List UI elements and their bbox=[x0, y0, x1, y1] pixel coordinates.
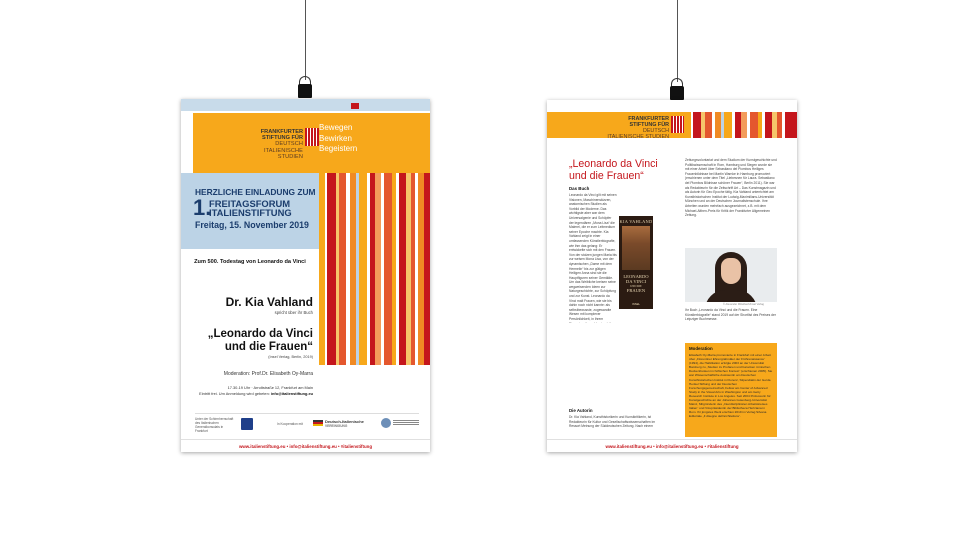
invitation-line1: HERZLICHE EINLADUNG ZUM bbox=[195, 187, 316, 197]
poster-claim bbox=[319, 123, 357, 155]
logo-line: ITALIENISCHE STUDIEN bbox=[263, 147, 303, 160]
flyer-title bbox=[569, 158, 658, 182]
speaker-name: Dr. Kia Vahland bbox=[225, 295, 313, 309]
poster-stripes bbox=[319, 173, 430, 365]
cover-author: KIA VAHLAND bbox=[619, 219, 653, 224]
author-bio: Dr. Kia Vahland, Kunsthistorikerin und Kunstkritikerin, ist Redakteurin für Kultur und Gesellschaftswissenschaften im Ressort Meinung der Süddeutschen Zeitung. Nach einem bbox=[569, 415, 656, 429]
flyer-stripes bbox=[685, 112, 797, 138]
cover-title-line: UND DIE bbox=[630, 284, 642, 288]
book-description: Leonardo da Vinci gilt mit seinen Visionen, Maschinenskizzen, anatomischen Studien als Vorbild der Moderne. Das wichtigste aber war dem Universalgenie und Schöpfer der legendären „Mona Lisa“ die Malerei, die er zum Leitmedium seiner Epoche machte. Kia Vahland zeigt in einer umfassenden Künstlerbiografie, wie ihm das gelang: Er entwickelte sich mit den Frauen. Von der stolzen jungen Maria bis zur weisen Mona Lisa, von der dynamischen „Dame mit dem Hermelin“ bis zur gütigen Heiligen Anna sind sie die Hauptfiguren seiner Gemälde. Um das Weibliche kreisen seine wegweisenden Ideen zur Naturgeschichte, zur Schöpfung und zur Kunst. Leonardo da Vinci malt Frauen, wie sie bis dahin noch nicht kannte: als selbstbewusste, zugewandte Wesen mit komplexer Persönlichkeit, in ihrem bbox=[569, 193, 617, 322]
logo-line: DEUTSCH bbox=[642, 128, 669, 134]
logo-line: ITALIENISCHE STUDIEN bbox=[607, 134, 669, 140]
logo-line: STIFTUNG FÜR bbox=[261, 135, 303, 142]
cover-painting bbox=[622, 226, 650, 270]
book-title-line: und die Frauen“ bbox=[224, 341, 313, 353]
logo-line: STIFTUNG FÜR bbox=[629, 122, 669, 128]
event-info bbox=[181, 385, 313, 397]
registration-text: Eintritt frei. Um Anmeldung wird gebeten: bbox=[199, 391, 270, 396]
foundation-logo bbox=[607, 116, 669, 140]
book-title-line: „Leonardo da Vinci bbox=[207, 328, 313, 340]
claim-line: Bewirken bbox=[319, 133, 352, 143]
poster-top-band bbox=[181, 99, 430, 111]
logo-line: FRANKFURTER bbox=[260, 129, 303, 135]
publisher: (Insel Verlag, Berlin, 2019) bbox=[268, 355, 313, 359]
poster-footer: www.italienstiftung.eu • info@italienstiftung.eu • #italienstiftung bbox=[181, 439, 430, 452]
photo-credit: © Alexander Mittelbach/Insel Verlag bbox=[723, 303, 764, 306]
forum-name-line: ITALIENSTIFTUNG bbox=[209, 207, 292, 219]
logo-stripes-icon bbox=[671, 116, 684, 133]
dh-flag-icon bbox=[313, 420, 323, 426]
author-bio-cont: Zeitungsvolontariat und dem Studium der Kunstgeschichte und Politikwissenschaft in Rom, Hamburg und Siegen wurde sie mit einer Arbeit über Sebastiano del Piombos Heiliges Frauenbildnisse bei Martin Warnke in Hamburg promoviert (erschienen unter dem Titel „Liebesnen für Laura. Sebastiano del Piombos Bildnisse schöner Frauen“, Berlin 2011). Sie war als Redakteurin für die Zeitschrift Art – Das Kunstmagazin und als Autorin für Geo Epoche tätig. Kia Vahland unterrichtet am Kunsthistorischen Institut der Ludwig-Maximilians-Universität München und an der Deutschen Journalistenschule. Ihre Arbeiten wurden mehrfach ausgezeichnet, z.B. mit dem Michael-Althen-Preis für Kritik der Frankfurter Allgemeinen Zeitung. bbox=[685, 158, 777, 218]
hanging-cord-right bbox=[677, 0, 678, 82]
cover-title-line: LEONARDO bbox=[623, 274, 649, 279]
book-title bbox=[181, 328, 313, 354]
claim-line: Begeistern bbox=[319, 144, 358, 153]
cooperation-text: In Kooperation mit bbox=[277, 422, 303, 426]
moderation-box bbox=[685, 343, 777, 437]
photo-caption: Ihr Buch „Leonardo da Vinci und die Frauen. Eine Künstlerbiografie“ stand 2019 auf der Shortlist des Preises der Leipziger Buchmesse. bbox=[685, 308, 776, 322]
flyer-title-line: „Leonardo da Vinci bbox=[569, 158, 658, 170]
logo-line: DEUTSCH bbox=[275, 141, 303, 148]
claim-line: Bewegen bbox=[319, 123, 353, 132]
event-flyer bbox=[547, 100, 797, 452]
flyer-title-line: und die Frauen“ bbox=[569, 170, 644, 182]
registration-email[interactable]: info@italienstiftung.eu bbox=[270, 391, 313, 396]
registration-note bbox=[181, 391, 313, 397]
book-description-cont bbox=[569, 326, 657, 406]
poster-red-accent bbox=[351, 103, 359, 109]
forum-number: 1. bbox=[193, 195, 212, 220]
poster-subtitle: Zum 500. Todestag von Leonardo da Vinci bbox=[194, 259, 306, 265]
logo-stripes-icon bbox=[305, 128, 319, 146]
eu-flag-icon bbox=[241, 418, 253, 430]
logo-line: FRANKFURTER bbox=[628, 116, 669, 122]
forum-name-line: FREITAGSFORUM bbox=[209, 198, 291, 209]
sponsor-strip bbox=[195, 413, 419, 433]
cover-title bbox=[619, 274, 653, 293]
flyer-footer: www.italienstiftung.eu • info@italienstiftung.eu • #italienstiftung bbox=[547, 439, 797, 452]
binder-clip-icon bbox=[668, 78, 686, 100]
foundation-logo bbox=[239, 129, 303, 160]
invitation-heading bbox=[193, 187, 319, 230]
partner-name: Deutsch-Italienische bbox=[325, 419, 364, 424]
moderation: Moderation: Prof.Dr. Elisabeth Oy-Marra bbox=[223, 371, 313, 377]
section-heading-author: Die Autorin bbox=[569, 408, 593, 413]
moderation-heading: Moderation bbox=[689, 346, 713, 351]
forum-name bbox=[209, 199, 292, 218]
moderation-text: Elisabeth Oy-Marra promovierte in Frankfurt mit einer Arbeit über „Florentiner Ehrengrabmäler der Frührenaissance“ (1994), die Habilitation erfolgte 2003 an der Universität Bamberg zu „Studien zu Profanen und barocken römischen Deckenfresken im höfischen Kontext“ (erschienen 2005). Sie war Wissenschaftliche Assistentin am Deutschen Kunsthistorischen Institut in Florenz, Stipendiatin der Gerda Henkel Stiftung und der Deutschen Forschungsgemeinschaft, Fellow am Center of Advanced Study in the Visual Arts in Washington und am Getty Research Institute in Los Angeles. Seit 2004 Professorin für Kunstgeschichte an der Johannes Gutenberg-Universität Mainz, Mitgründerin des „Interdisziplinären Arbeitskreises Italien“ und Vizepräsidentin der Bibliotheca Hertziana in Rom. Ihr jüngstes Werk erschien 2019 im Verlag Silvana Editoriale „Il disegno dell’architettura“. bbox=[689, 353, 773, 419]
event-time-place: 17.30-19 Uhr · Arndtstraße 12, Frankfurt am Main bbox=[227, 385, 313, 390]
section-heading-book: Das Buch bbox=[569, 186, 590, 191]
cover-publisher: INSEL bbox=[631, 302, 641, 306]
event-date: Freitag, 15. November 2019 bbox=[195, 220, 309, 230]
binder-clip-icon bbox=[296, 76, 314, 98]
cover-title-line: FRAUEN bbox=[626, 287, 646, 293]
partner-seal-icon bbox=[381, 418, 391, 428]
partner-wordmark bbox=[393, 420, 419, 426]
event-poster bbox=[181, 99, 430, 452]
cover-title-line: DA VINCI bbox=[625, 279, 647, 285]
partner-name-sub: VEREINIGUNG bbox=[325, 424, 348, 428]
patronage-text: Unter der Schirmherrschaft des Italienischen Generalkonsulats in Frankfurt bbox=[195, 417, 234, 433]
speaks-about: spricht über ihr Buch bbox=[274, 310, 313, 315]
book-cover bbox=[619, 216, 653, 309]
author-photo bbox=[685, 248, 777, 302]
hanging-cord-left bbox=[305, 0, 306, 80]
